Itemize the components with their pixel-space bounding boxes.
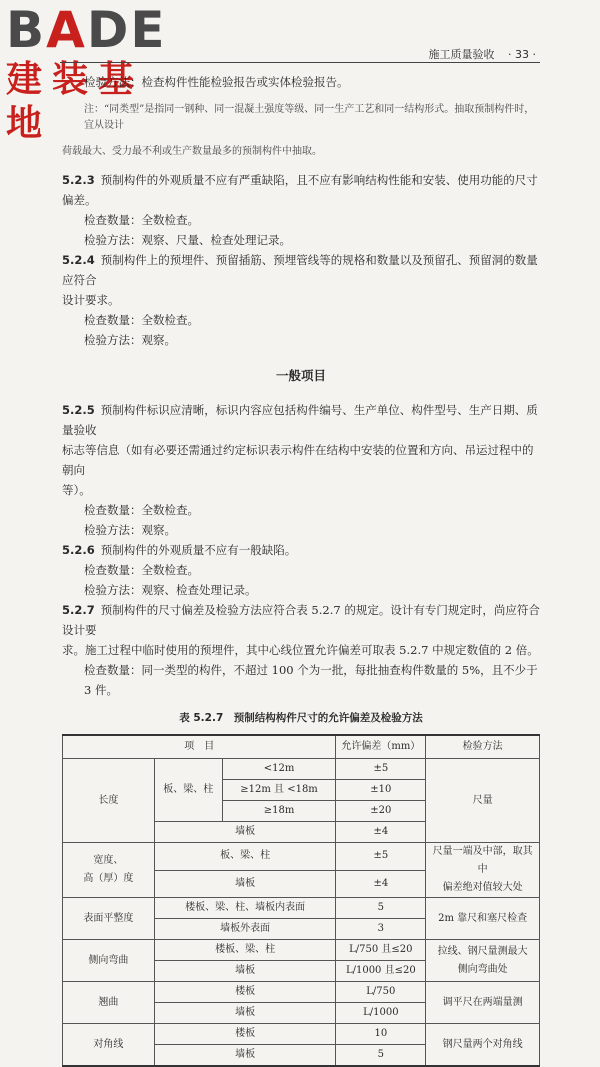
diagonal-r1-tol: 10 (336, 1024, 426, 1045)
width-r1-label: 板、梁、柱 (154, 843, 336, 871)
table-caption: 表 5.2.7 预制结构构件尺寸的允许偏差及检验方法 (179, 712, 423, 724)
table-row (63, 759, 540, 780)
length-wall-tol: ±4 (336, 822, 426, 843)
clause-5-2-5: 5.2.5 预制构件标识应清晰，标识内容应包括构件编号、生产单位、构件型号、生产日期、质量验收 (62, 403, 538, 437)
clause-5-2-3-qty: 检查数量：全数检查。 (84, 213, 199, 227)
warp-r2-label: 墙板 (154, 1003, 336, 1024)
clause-5-2-4-method: 检验方法：观察。 (84, 333, 176, 347)
table-row (63, 1024, 540, 1045)
bending-r2-label: 墙板 (154, 961, 336, 982)
diagonal-r1-label: 楼板 (154, 1024, 336, 1045)
length-tol-1: ±5 (336, 759, 426, 780)
flatness-r2-tol: 3 (336, 919, 426, 940)
header-section-title: 施工质量验收 (428, 48, 495, 61)
bending-r1-tol: L/750 且≤20 (336, 940, 426, 961)
intro-line: 检验方法：检查构件性能检验报告或实体检验报告。 (84, 75, 349, 89)
page-content (62, 72, 540, 1067)
clause-5-2-6: 5.2.6 预制构件的外观质量不应有一般缺陷。 (62, 543, 297, 557)
note-line-1: 注：“同类型”是指同一钢种、同一混凝土强度等级、同一生产工艺和同一结构形式。抽取预制构件时，宜从设计 (84, 104, 535, 131)
table-row (63, 843, 540, 871)
warp-label: 翘曲 (63, 982, 155, 1024)
clause-5-2-3-method: 检验方法：观察、尺量、检查处理记录。 (84, 233, 291, 247)
clause-5-2-4-qty: 检查数量：全数检查。 (84, 313, 199, 327)
running-header (429, 46, 536, 62)
warp-r1-tol: L/750 (336, 982, 426, 1003)
width-label: 宽度、 高（厚）度 (63, 843, 155, 898)
diagonal-method: 钢尺量两个对角线 (426, 1024, 540, 1067)
warp-method: 调平尺在两端量测 (426, 982, 540, 1024)
length-wall-label: 墙板 (154, 822, 336, 843)
diagonal-label: 对角线 (63, 1024, 155, 1067)
clause-5-2-7-cont: 求。施工过程中临时使用的预埋件，其中心线位置允许偏差可取表 5.2.7 中规定数值的 2 倍。 (62, 643, 539, 657)
warp-r1-label: 楼板 (154, 982, 336, 1003)
width-r2-label: 墙板 (154, 870, 336, 898)
length-range-1: <12m (222, 759, 336, 780)
flatness-r2-label: 墙板外表面 (154, 919, 336, 940)
bending-r2-tol: L/1000 且≤20 (336, 961, 426, 982)
clause-5-2-4-cont: 设计要求。 (62, 293, 120, 307)
flatness-r1-label: 楼板、梁、柱、墙板内表面 (154, 898, 336, 919)
header-rule (60, 62, 540, 63)
clause-5-2-3: 5.2.3 预制构件的外观质量不应有严重缺陷，且不应有影响结构性能和安装、使用功能的尺寸偏差。 (62, 173, 538, 207)
tolerance-table (62, 734, 540, 1067)
length-tol-2: ±10 (336, 780, 426, 801)
clause-5-2-5-method: 检验方法：观察。 (84, 523, 176, 537)
clause-5-2-7: 5.2.7 预制构件的尺寸偏差及检验方法应符合表 5.2.7 的规定。设计有专门规定时，尚应符合设计要 (62, 603, 540, 637)
length-tol-3: ±20 (336, 801, 426, 822)
table-header-row (63, 735, 540, 759)
length-range-2: ≥12m 且 <18m (222, 780, 336, 801)
table-row (63, 982, 540, 1003)
flatness-label: 表面平整度 (63, 898, 155, 940)
bending-method: 拉线、钢尺量测最大 侧向弯曲处 (426, 940, 540, 982)
length-label: 长度 (63, 759, 155, 843)
header-method: 检验方法 (426, 735, 540, 759)
width-r2-tol: ±4 (336, 870, 426, 898)
note-line-2: 荷载最大、受力最不利或生产数量最多的预制构件中抽取。 (62, 146, 322, 157)
logo-chinese: 建装基地 (6, 59, 145, 144)
page-number: · 33 · (508, 48, 536, 61)
table-row (63, 940, 540, 961)
header-item: 项 目 (63, 735, 336, 759)
clause-5-2-5-cont-1: 标志等信息（如有必要还需通过约定标识表示构件在结构中安装的位置和方向、吊运过程中的朝向 (62, 443, 534, 477)
flatness-r1-tol: 5 (336, 898, 426, 919)
logo-wordmark: BADE (6, 1, 167, 59)
general-items-heading: 一般项目 (275, 368, 326, 383)
flatness-method: 2m 靠尺和塞尺检查 (426, 898, 540, 940)
bending-label: 侧向弯曲 (63, 940, 155, 982)
length-sub-label: 板、梁、柱 (154, 759, 222, 822)
clause-5-2-6-qty: 检查数量：全数检查。 (84, 563, 199, 577)
length-method: 尺量 (426, 759, 540, 843)
clause-5-2-5-qty: 检查数量：全数检查。 (84, 503, 199, 517)
clause-5-2-4: 5.2.4 预制构件上的预埋件、预留插筋、预埋管线等的规格和数量以及预留孔、预留洞的数量应符合 (62, 253, 538, 287)
clause-5-2-5-cont-2: 等）。 (62, 483, 91, 497)
table-row (63, 898, 540, 919)
width-method: 尺量一端及中部，取其中 偏差绝对值较大处 (426, 843, 540, 898)
bending-r1-label: 楼板、梁、柱 (154, 940, 336, 961)
clause-5-2-6-method: 检验方法：观察、检查处理记录。 (84, 583, 257, 597)
clause-5-2-7-qty: 检查数量：同一类型的构件，不超过 100 个为一批，每批抽查构件数量的 5%，且不少于 3 件。 (84, 663, 538, 697)
length-range-3: ≥18m (222, 801, 336, 822)
diagonal-r2-label: 墙板 (154, 1045, 336, 1067)
warp-r2-tol: L/1000 (336, 1003, 426, 1024)
header-tolerance: 允许偏差（mm） (336, 735, 426, 759)
diagonal-r2-tol: 5 (336, 1045, 426, 1067)
width-r1-tol: ±5 (336, 843, 426, 871)
